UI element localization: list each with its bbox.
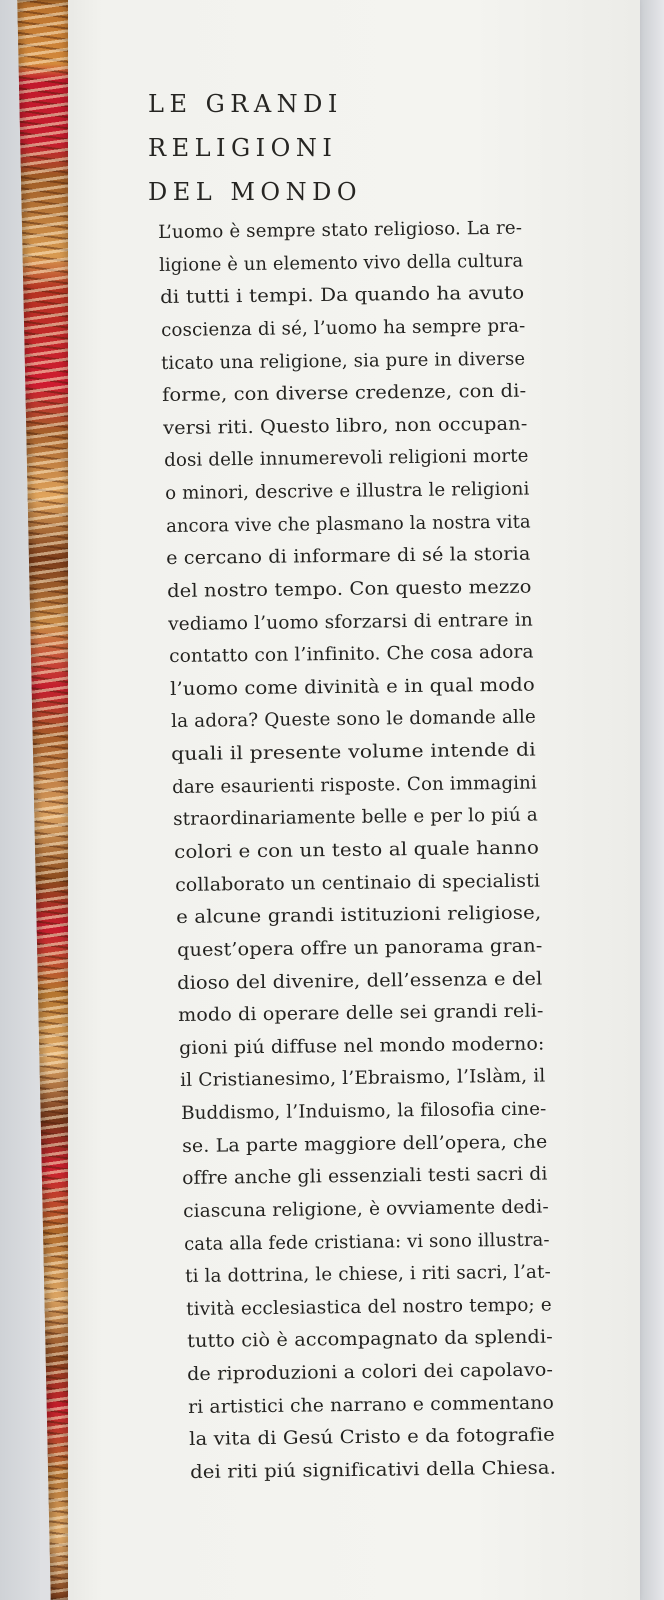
description-line: dare esaurienti risposte. Con immagini	[172, 772, 538, 798]
description-line: ri artistici che narrano e commentano	[188, 1392, 555, 1418]
description-line: del nostro tempo. Con questo mezzo	[167, 576, 532, 602]
book-title-line-1: LE GRANDI	[148, 90, 343, 118]
description-line: ancora vive che plasmano la nostra vita	[165, 511, 531, 537]
description-line: ti la dottrina, le chiese, i riti sacri, l’at-	[184, 1261, 551, 1288]
description-line: dosi delle innumerevoli religioni morte	[163, 445, 529, 472]
description-line: colori e con un testo al quale hanno	[174, 837, 540, 863]
description-line: la adora? Queste sono le domande alle	[170, 707, 536, 733]
book-title-line-3: DEL MONDO	[148, 178, 362, 206]
description-line: straordinariamente belle e per lo piú a	[173, 804, 539, 831]
description-line: e alcune grandi istituzioni religiose,	[175, 902, 542, 929]
background-surface-right	[638, 0, 664, 1600]
book-title	[148, 82, 468, 214]
description-line: ciascuna religione, è ovviamente dedi-	[183, 1196, 550, 1222]
description-line: offre anche gli essenziali testi sacri di	[182, 1163, 549, 1190]
description-line: collaborato un centinaio di specialisti	[174, 870, 541, 896]
description-line: quest’opera offre un panorama gran-	[176, 935, 543, 961]
description-line: coscienza di sé, l’uomo ha sempre pra-	[160, 315, 525, 341]
description-line: vediamo l’uomo sforzarsi di entrare in	[168, 609, 534, 635]
description-line: versi riti. Questo libro, non occupan-	[163, 413, 528, 439]
description-line: contatto con l’infinito. Che cosa adora	[168, 641, 534, 668]
description-line: e cercano di informare di sé la storia	[166, 543, 531, 570]
description-line: quali il presente volume intende di	[171, 739, 537, 766]
description-line: l’uomo come divinità e in qual modo	[169, 674, 535, 700]
description-line: ligione è un elemento vivo della cultura	[158, 250, 524, 276]
description-line: modo di operare delle sei grandi reli-	[178, 1000, 544, 1027]
description-line: la vita di Gesú Cristo e da fotografie	[189, 1424, 556, 1451]
description-line: il Cristianesimo, l’Ebraismo, l’Islàm, il	[179, 1065, 546, 1092]
description-line: forme, con diverse credenze, con di-	[162, 380, 527, 407]
description-line: di tutti i tempi. Da quando ha avuto	[159, 282, 525, 309]
description-line: Buddismo, l’Induismo, la filosofia cine-	[180, 1098, 547, 1125]
description-line: se. La parte maggiore dell’opera, che	[181, 1131, 548, 1157]
description-line: ticato una religione, sia pure in diverse	[161, 348, 526, 374]
description-line: tività ecclesiastica del nostro tempo; e	[185, 1294, 552, 1320]
book-title-line-2: RELIGIONI	[148, 134, 338, 162]
description-line: o minori, descrive e illustra le religioni	[164, 478, 530, 505]
description-line: L’uomo è sempre stato religioso. La re-	[158, 217, 523, 243]
description-line: gioni piú diffuse nel mondo moderno:	[179, 1033, 545, 1059]
description-line: dei riti piú significativi della Chiesa.	[190, 1457, 557, 1483]
description-line: cata alla fede cristiana: vi sono illustra-	[184, 1229, 550, 1255]
description-line: de riproduzioni a colori dei capolavo-	[187, 1359, 554, 1386]
description-line: tutto ciò è accompagnato da splendi-	[186, 1327, 553, 1353]
description-line: dioso del divenire, dell’essenza e del	[177, 968, 543, 994]
